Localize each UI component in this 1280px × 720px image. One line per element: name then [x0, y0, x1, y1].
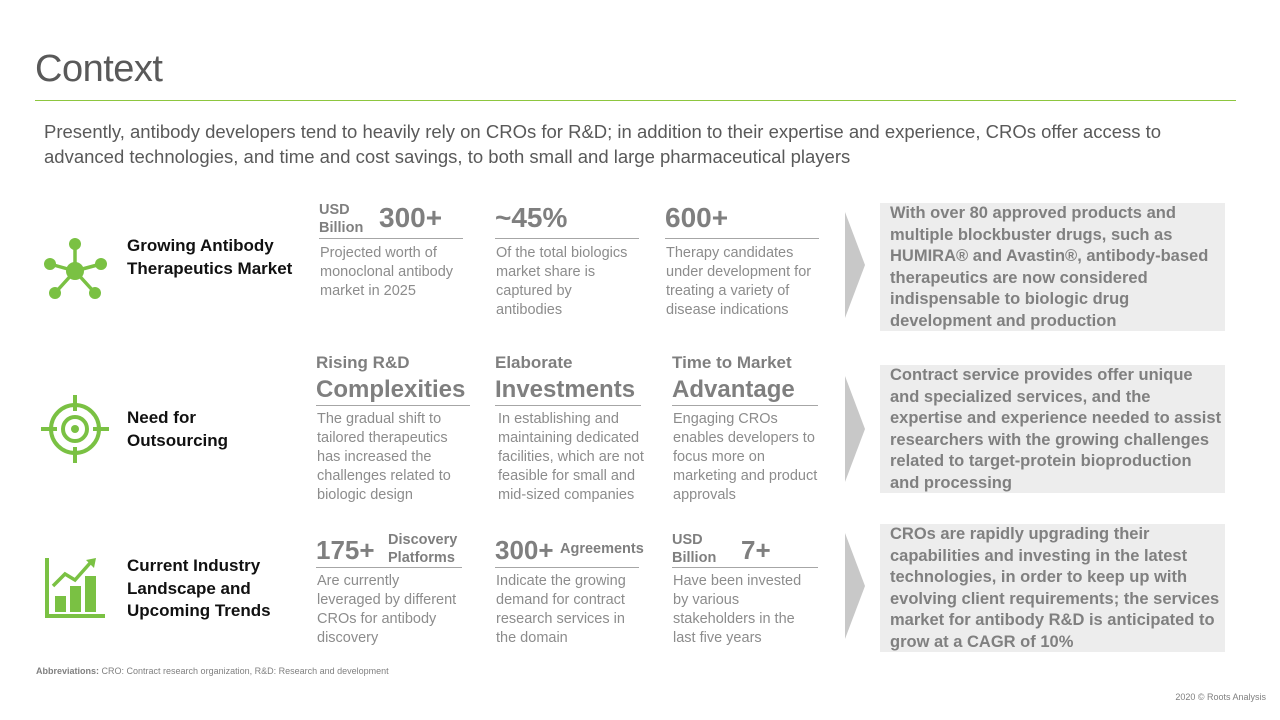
stat-investments [495, 352, 644, 512]
stat-value: ~45% [495, 202, 568, 233]
abbreviations-note [36, 666, 389, 676]
stat-value: 600+ [665, 202, 729, 233]
stat-description: In establishing and maintaining dedicated facilities, which are not feasible for small and mid-sized companies [498, 411, 644, 503]
title-divider [35, 100, 1236, 101]
stat-value: Investments [495, 376, 636, 403]
stat-market-worth [319, 200, 463, 330]
chevron-right-icon [845, 376, 865, 482]
stat-value: 300+ [379, 202, 443, 233]
stat-time-to-market [672, 352, 818, 512]
stat-suffix: Agreements [560, 541, 644, 557]
molecule-network-icon [42, 238, 108, 300]
stat-description: Engaging CROs enables developers to focus more on marketing and product approvals [673, 411, 818, 503]
stat-agreements [495, 530, 644, 655]
stat-investment-amount [672, 530, 818, 655]
summary-box-outsourcing: Contract service provides offer unique and specialized services, and the expertise and experience needed to assist researchers with the growing challenges related to target-protein bioproduction and processing [880, 365, 1225, 493]
stat-rnd-complexities [316, 352, 470, 512]
stat-description: Projected worth of monoclonal antibody market in 2025 [320, 245, 454, 299]
stat-subtitle: Elaborate [495, 353, 573, 372]
summary-box-antibody-market: With over 80 approved products and multiple blockbuster drugs, such as HUMIRA® and Avastin®, antibody-based therapeutics are now considered indispensable to biologic drug development and production [880, 203, 1225, 331]
stat-description: Are currently leveraged by different CROs for antibody discovery [317, 573, 457, 646]
growth-chart-icon [45, 558, 105, 618]
stat-market-share [495, 200, 639, 330]
stat-value: Complexities [316, 376, 466, 403]
target-crosshair-icon [41, 395, 109, 463]
page-title: Context [35, 48, 163, 90]
row-label-outsourcing: Need for Outsourcing [127, 408, 229, 450]
summary-box-industry-trends: CROs are rapidly upgrading their capabilities and investing in the latest technologies, in order to keep up with evolving client requirements; the services market for antibody R&D is anticipated to grow at a CAGR of 10% [880, 524, 1225, 652]
stat-subtitle: Rising R&D [316, 353, 410, 372]
row-label-industry-trends: Current Industry Landscape and Upcoming Trends [127, 556, 271, 620]
abbreviations-text: CRO: Contract research organization, R&D: Research and development [101, 666, 389, 676]
stat-subtitle: Time to Market [672, 353, 792, 372]
stat-description: The gradual shift to tailored therapeutics has increased the challenges related to biologic design [317, 411, 451, 503]
abbreviations-label: Abbreviations: [36, 666, 100, 676]
chevron-right-icon [845, 212, 865, 318]
stat-value: 300+ [495, 535, 554, 565]
stat-value: 7+ [741, 535, 771, 565]
stat-description: Therapy candidates under development for treating a variety of disease indications [666, 245, 812, 318]
stat-discovery-platforms [316, 530, 462, 655]
chevron-right-icon [845, 533, 865, 639]
copyright-text: 2020 © Roots Analysis [1175, 692, 1266, 702]
intro-text: Presently, antibody developers tend to heavily rely on CROs for R&D; in addition to their expertise and experience, CROs offer access to advanced technologies, and time and cost savings, to both small and large pharmaceutical players [44, 121, 1162, 167]
stat-value: Advantage [672, 376, 795, 403]
stat-description: Indicate the growing demand for contract research services in the domain [496, 573, 626, 646]
row-label-antibody-market: Growing Antibody Therapeutics Market [127, 236, 293, 278]
stat-prefix: USD Billion [672, 532, 717, 566]
stat-description: Of the total biologics market share is captured by antibodies [496, 245, 628, 318]
stat-value: 175+ [316, 535, 375, 565]
stat-prefix: USD Billion [319, 202, 364, 236]
stat-suffix: Discovery Platforms [388, 532, 458, 566]
stat-therapy-candidates [665, 200, 819, 330]
stat-description: Have been invested by various stakeholders in the last five years [673, 573, 802, 646]
